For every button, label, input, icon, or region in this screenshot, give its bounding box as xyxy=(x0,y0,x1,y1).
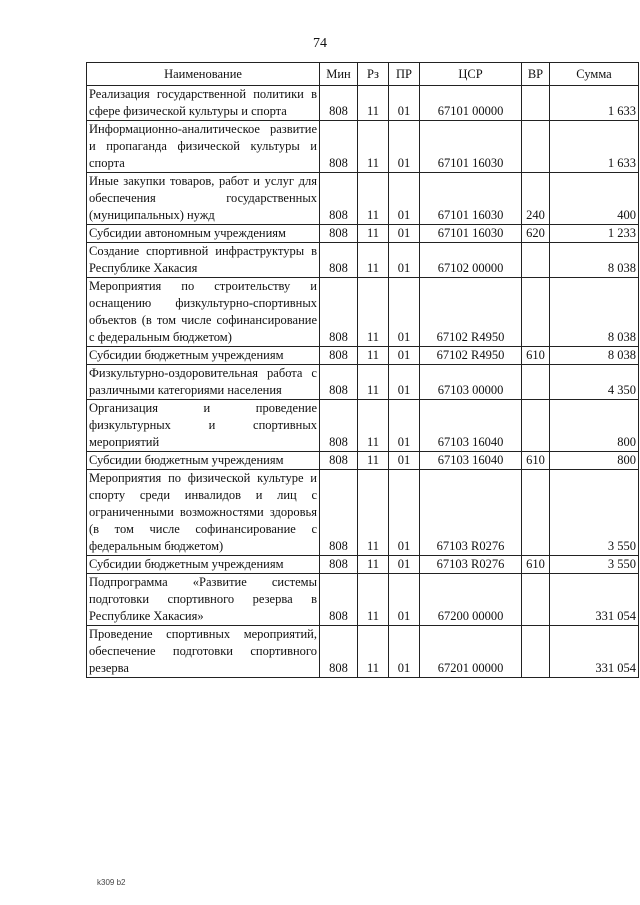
cell-pr: 01 xyxy=(389,173,420,225)
budget-table xyxy=(86,62,639,678)
table-row xyxy=(87,365,639,400)
cell-pr: 01 xyxy=(389,278,420,347)
cell-sum: 800 xyxy=(550,400,639,452)
cell-csr: 67101 00000 xyxy=(420,86,522,121)
cell-min: 808 xyxy=(320,173,358,225)
cell-name: Физкультурно-оздоровительная работа с различными категориями населения xyxy=(87,365,320,400)
cell-min: 808 xyxy=(320,121,358,173)
table-row xyxy=(87,470,639,556)
cell-min: 808 xyxy=(320,400,358,452)
cell-sum: 8 038 xyxy=(550,278,639,347)
cell-sum: 331 054 xyxy=(550,574,639,626)
cell-pr: 01 xyxy=(389,470,420,556)
table-row xyxy=(87,400,639,452)
table-row xyxy=(87,452,639,470)
cell-csr: 67101 16030 xyxy=(420,173,522,225)
table-row xyxy=(87,574,639,626)
table-row xyxy=(87,173,639,225)
cell-name: Мероприятия по физической культуре и спорту среди инвалидов и лиц с ограниченными возможностями здоровья (в том числе софинансирование с федеральным бюджетом) xyxy=(87,470,320,556)
cell-sum: 1 633 xyxy=(550,86,639,121)
cell-vr xyxy=(522,86,550,121)
cell-rz: 11 xyxy=(358,86,389,121)
cell-min: 808 xyxy=(320,556,358,574)
cell-name: Создание спортивной инфраструктуры в Республике Хакасия xyxy=(87,243,320,278)
cell-csr: 67103 00000 xyxy=(420,365,522,400)
table-row xyxy=(87,278,639,347)
cell-sum: 800 xyxy=(550,452,639,470)
cell-vr: 620 xyxy=(522,225,550,243)
cell-pr: 01 xyxy=(389,400,420,452)
cell-pr: 01 xyxy=(389,556,420,574)
cell-vr xyxy=(522,365,550,400)
cell-sum: 8 038 xyxy=(550,347,639,365)
header-name: Наименование xyxy=(87,63,320,86)
cell-csr: 67103 16040 xyxy=(420,452,522,470)
cell-rz: 11 xyxy=(358,400,389,452)
cell-rz: 11 xyxy=(358,470,389,556)
cell-rz: 11 xyxy=(358,365,389,400)
cell-sum: 3 550 xyxy=(550,470,639,556)
cell-vr xyxy=(522,243,550,278)
cell-vr: 610 xyxy=(522,347,550,365)
cell-csr: 67101 16030 xyxy=(420,121,522,173)
cell-csr: 67102 R4950 xyxy=(420,278,522,347)
cell-sum: 3 550 xyxy=(550,556,639,574)
cell-sum: 4 350 xyxy=(550,365,639,400)
cell-min: 808 xyxy=(320,347,358,365)
table-row xyxy=(87,86,639,121)
cell-csr: 67102 00000 xyxy=(420,243,522,278)
table-row xyxy=(87,243,639,278)
header-pr: ПР xyxy=(389,63,420,86)
cell-csr: 67101 16030 xyxy=(420,225,522,243)
cell-name: Субсидии бюджетным учреждениям xyxy=(87,347,320,365)
cell-pr: 01 xyxy=(389,574,420,626)
cell-vr xyxy=(522,574,550,626)
cell-sum: 331 054 xyxy=(550,626,639,678)
cell-vr xyxy=(522,278,550,347)
cell-vr xyxy=(522,121,550,173)
table-row xyxy=(87,626,639,678)
cell-rz: 11 xyxy=(358,452,389,470)
cell-name: Информационно-аналитическое развитие и пропаганда физической культуры и спорта xyxy=(87,121,320,173)
cell-vr xyxy=(522,400,550,452)
cell-min: 808 xyxy=(320,278,358,347)
cell-name: Иные закупки товаров, работ и услуг для обеспечения государственных (муниципальных) нужд xyxy=(87,173,320,225)
cell-name: Субсидии бюджетным учреждениям xyxy=(87,556,320,574)
cell-rz: 11 xyxy=(358,121,389,173)
cell-sum: 8 038 xyxy=(550,243,639,278)
cell-csr: 67103 R0276 xyxy=(420,556,522,574)
cell-sum: 400 xyxy=(550,173,639,225)
cell-csr: 67102 R4950 xyxy=(420,347,522,365)
cell-pr: 01 xyxy=(389,626,420,678)
cell-csr: 67201 00000 xyxy=(420,626,522,678)
header-min: Мин xyxy=(320,63,358,86)
cell-csr: 67103 16040 xyxy=(420,400,522,452)
cell-rz: 11 xyxy=(358,225,389,243)
footer-code: k309 b2 xyxy=(97,878,126,887)
cell-csr: 67200 00000 xyxy=(420,574,522,626)
cell-pr: 01 xyxy=(389,243,420,278)
cell-name: Организация и проведение физкультурных и спортивных мероприятий xyxy=(87,400,320,452)
cell-min: 808 xyxy=(320,365,358,400)
cell-pr: 01 xyxy=(389,225,420,243)
cell-min: 808 xyxy=(320,243,358,278)
cell-name: Проведение спортивных мероприятий, обеспечение подготовки спортивного резерва xyxy=(87,626,320,678)
cell-rz: 11 xyxy=(358,574,389,626)
cell-name: Реализация государственной политики в сфере физической культуры и спорта xyxy=(87,86,320,121)
cell-vr: 240 xyxy=(522,173,550,225)
cell-csr: 67103 R0276 xyxy=(420,470,522,556)
cell-pr: 01 xyxy=(389,365,420,400)
table-row xyxy=(87,225,639,243)
cell-vr xyxy=(522,626,550,678)
cell-name: Субсидии бюджетным учреждениям xyxy=(87,452,320,470)
cell-min: 808 xyxy=(320,626,358,678)
cell-pr: 01 xyxy=(389,86,420,121)
cell-rz: 11 xyxy=(358,173,389,225)
cell-rz: 11 xyxy=(358,278,389,347)
cell-pr: 01 xyxy=(389,347,420,365)
cell-rz: 11 xyxy=(358,243,389,278)
cell-sum: 1 633 xyxy=(550,121,639,173)
cell-pr: 01 xyxy=(389,121,420,173)
cell-min: 808 xyxy=(320,470,358,556)
header-rz: Рз xyxy=(358,63,389,86)
cell-vr: 610 xyxy=(522,556,550,574)
cell-name: Субсидии автономным учреждениям xyxy=(87,225,320,243)
cell-pr: 01 xyxy=(389,452,420,470)
cell-min: 808 xyxy=(320,452,358,470)
cell-name: Подпрограмма «Развитие системы подготовки спортивного резерва в Республике Хакасия» xyxy=(87,574,320,626)
cell-rz: 11 xyxy=(358,626,389,678)
table-row xyxy=(87,347,639,365)
cell-sum: 1 233 xyxy=(550,225,639,243)
header-sum: Сумма xyxy=(550,63,639,86)
header-vr: ВР xyxy=(522,63,550,86)
table-row xyxy=(87,556,639,574)
cell-vr xyxy=(522,470,550,556)
table-header-row xyxy=(87,63,639,86)
cell-rz: 11 xyxy=(358,347,389,365)
cell-min: 808 xyxy=(320,225,358,243)
table-row xyxy=(87,121,639,173)
cell-rz: 11 xyxy=(358,556,389,574)
header-csr: ЦСР xyxy=(420,63,522,86)
cell-min: 808 xyxy=(320,574,358,626)
cell-min: 808 xyxy=(320,86,358,121)
cell-vr: 610 xyxy=(522,452,550,470)
cell-name: Мероприятия по строительству и оснащению физкультурно-спортивных объектов (в том числе софинансирование с федеральным бюджетом) xyxy=(87,278,320,347)
page-number: 74 xyxy=(313,36,327,51)
